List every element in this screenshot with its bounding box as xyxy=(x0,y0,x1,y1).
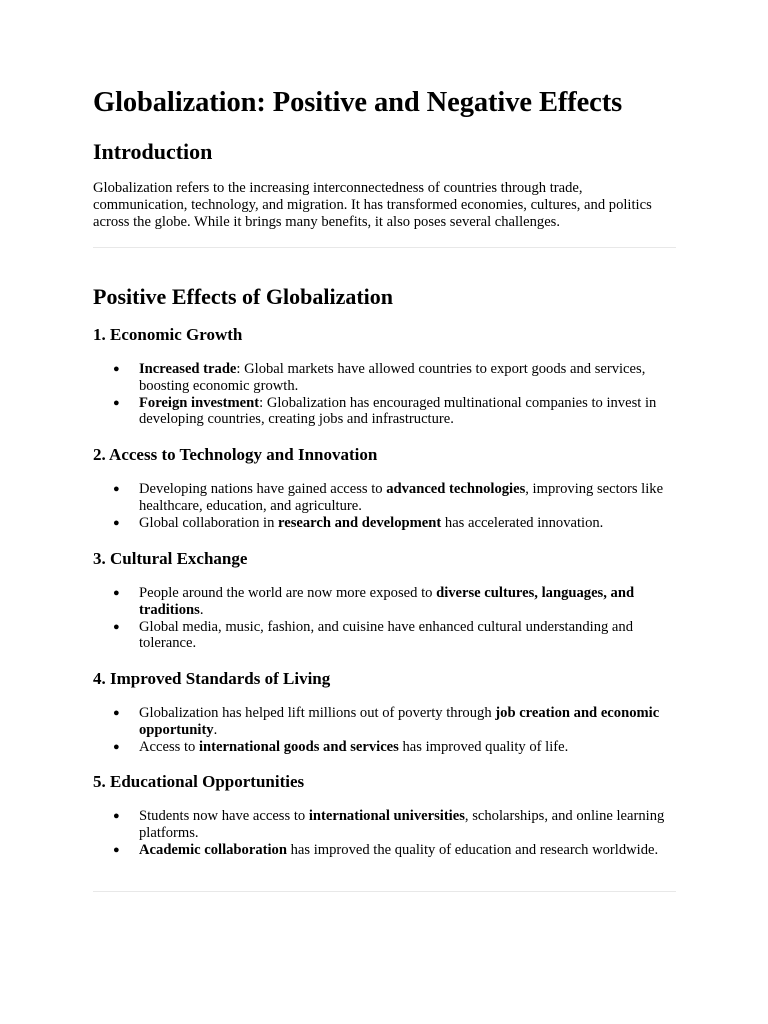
bold-term: diverse cultures, languages, and traditions xyxy=(139,585,635,618)
bullet-icon: ● xyxy=(113,516,120,529)
positive-effects-heading: Positive Effects of Globalization xyxy=(93,284,394,309)
list-item xyxy=(93,361,676,395)
item-text: : Globalization has encouraged multinational companies to invest in developing countries, creating jobs and infrastructure. xyxy=(139,394,657,428)
section-divider xyxy=(93,891,676,892)
bullet-icon: ● xyxy=(113,707,120,719)
bullet-icon: ● xyxy=(113,587,120,599)
section-heading-educational-opportunities: 5. Educational Opportunities xyxy=(93,772,305,791)
bold-term: job creation and economic opportunity xyxy=(139,705,660,738)
section-heading-technology-innovation: 2. Access to Technology and Innovation xyxy=(93,445,378,464)
bold-term: Academic collaboration xyxy=(139,841,287,858)
bold-term: international goods and services xyxy=(198,738,399,755)
item-text: Globalization has helped lift millions out of poverty through xyxy=(139,705,496,721)
list-item xyxy=(93,739,676,756)
introduction-heading: Introduction xyxy=(93,139,213,164)
bullet-list-economic-growth xyxy=(93,361,676,428)
item-text: has improved the quality of education and research worldwide. xyxy=(286,841,659,858)
item-text: , scholarships, and online learning platforms. xyxy=(139,808,665,841)
item-text: Students now have access to xyxy=(139,808,309,824)
list-item xyxy=(93,808,676,842)
list-item xyxy=(93,395,676,429)
section-heading-economic-growth: 1. Economic Growth xyxy=(93,325,243,344)
bullet-icon: ● xyxy=(113,740,120,753)
bullet-icon: ● xyxy=(113,620,120,633)
item-text: , improving sectors like healthcare, education, and agriculture. xyxy=(139,481,664,514)
item-text: People around the world are now more exposed to xyxy=(139,585,437,601)
bullet-icon: ● xyxy=(113,483,120,495)
item-text: has accelerated innovation. xyxy=(441,514,604,531)
bold-term: international universities xyxy=(308,808,465,824)
item-text: Global collaboration in xyxy=(139,514,279,531)
bullet-icon: ● xyxy=(113,843,120,856)
list-item xyxy=(93,705,676,739)
list-item xyxy=(93,619,676,653)
list-item xyxy=(93,515,676,532)
bullet-icon: ● xyxy=(113,363,120,375)
section-heading-standards-of-living: 4. Improved Standards of Living xyxy=(93,669,331,688)
list-item xyxy=(93,585,676,619)
section-divider xyxy=(93,247,676,248)
document-title: Globalization: Positive and Negative Effects xyxy=(93,87,623,118)
item-text: . xyxy=(213,721,218,738)
list-item xyxy=(93,481,676,515)
item-text: Developing nations have gained access to xyxy=(139,481,387,497)
bullet-icon: ● xyxy=(113,396,120,409)
bold-term: research and development xyxy=(278,514,442,531)
item-text: . xyxy=(199,601,204,618)
bullet-icon: ● xyxy=(113,810,120,822)
list-item xyxy=(93,842,676,859)
introduction-paragraph: Globalization refers to the increasing interconnectedness of countries through trade, communication, technology, and migration. It has transformed economies, cultures, and politics across the globe. While it brings many benefits, it also poses several challenges. xyxy=(93,180,652,231)
bullet-list-cultural-exchange xyxy=(93,585,676,652)
item-text: : Global markets have allowed countries to export goods and services, boosting economic growth. xyxy=(139,361,646,394)
item-text: Global media, music, fashion, and cuisine have enhanced cultural understanding and tolerance. xyxy=(139,618,634,652)
bold-term: Foreign investment xyxy=(139,394,260,411)
bullet-list-educational-opportunities xyxy=(93,808,676,858)
bold-term: Increased trade xyxy=(139,361,237,377)
bold-term: advanced technologies xyxy=(386,481,526,497)
item-text: has improved quality of life. xyxy=(398,738,569,755)
section-heading-cultural-exchange: 3. Cultural Exchange xyxy=(93,549,248,568)
bullet-list-technology-innovation xyxy=(93,481,676,531)
item-text: Access to xyxy=(139,738,199,755)
bullet-list-standards-of-living xyxy=(93,705,676,755)
